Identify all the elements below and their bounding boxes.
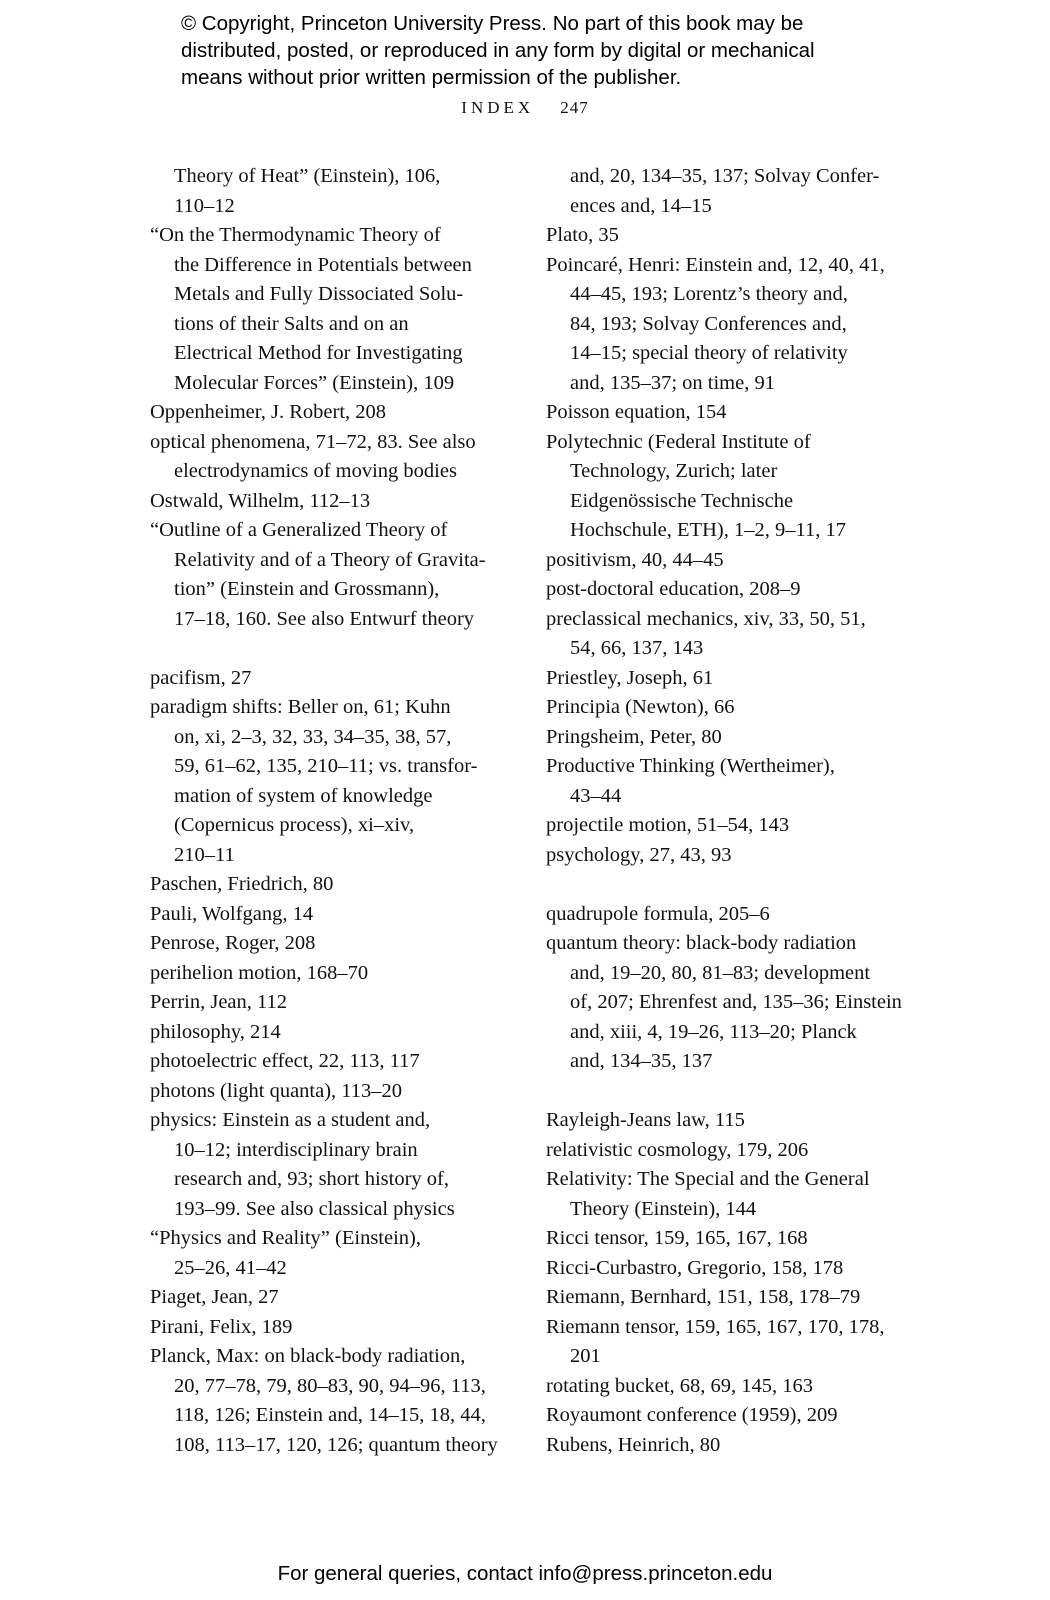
index-entry bbox=[150, 900, 522, 930]
entry-line: Hochschule, ETH), 1–2, 9–11, 17 bbox=[570, 519, 846, 541]
entry-line: Rubens, Heinrich, 80 bbox=[546, 1433, 721, 1456]
entry-line: 201 bbox=[570, 1345, 601, 1367]
entry-line: on, xi, 2–3, 32, 33, 34–35, 38, 57, bbox=[174, 725, 452, 748]
entry-line: mation of system of knowledge bbox=[174, 784, 433, 807]
index-entry bbox=[150, 398, 522, 428]
entry-line: tions of their Salts and on an bbox=[174, 312, 409, 335]
index-entry bbox=[150, 1224, 522, 1283]
entry-line: 210–11 bbox=[174, 843, 235, 866]
entry-line: 44–45, 193; Lorentz’s theory and, bbox=[570, 283, 848, 305]
letter-group-gap bbox=[546, 1077, 918, 1107]
entry-line: Relativity: The Special and the General bbox=[546, 1168, 870, 1190]
index-entry bbox=[150, 516, 522, 634]
entry-line: “Outline of a Generalized Theory of bbox=[150, 519, 448, 541]
entry-line: Perrin, Jean, 112 bbox=[150, 991, 288, 1013]
copyright-notice bbox=[181, 10, 941, 91]
page-number: 247 bbox=[560, 98, 589, 117]
entry-line: relativistic cosmology, 179, 206 bbox=[546, 1138, 809, 1161]
entry-line: projectile motion, 51–54, 143 bbox=[546, 814, 790, 836]
index-entry bbox=[546, 546, 918, 576]
entry-line: Plato, 35 bbox=[546, 224, 619, 246]
entry-line: quadrupole formula, 205–6 bbox=[546, 902, 770, 925]
entry-line: 17–18, 160. See also Entwurf theory bbox=[174, 607, 475, 630]
index-entry bbox=[546, 723, 918, 753]
entry-line: Relativity and of a Theory of Gravita- bbox=[174, 548, 486, 571]
index-entry bbox=[150, 1047, 522, 1077]
index-entry bbox=[546, 1224, 918, 1254]
entry-line: photoelectric effect, 22, 113, 117 bbox=[150, 1050, 420, 1072]
entry-line: and, 134–35, 137 bbox=[570, 1050, 713, 1072]
entry-line: 59, 61–62, 135, 210–11; vs. transfor- bbox=[174, 755, 478, 777]
index-entry bbox=[546, 1106, 918, 1136]
footer-contact: For general queries, contact info@press.princeton.edu bbox=[277, 1562, 773, 1585]
index-entry bbox=[546, 664, 918, 694]
index-entry bbox=[150, 487, 522, 517]
entry-line: Royaumont conference (1959), 209 bbox=[546, 1404, 838, 1426]
index-entry bbox=[546, 428, 918, 546]
index-entry-continued bbox=[546, 162, 918, 221]
entry-line: rotating bucket, 68, 69, 145, 163 bbox=[546, 1374, 814, 1397]
entry-line: Rayleigh-Jeans law, 115 bbox=[546, 1109, 745, 1131]
running-head bbox=[0, 98, 1050, 118]
index-column-left bbox=[150, 162, 522, 1460]
entry-line: Molecular Forces” (Einstein), 109 bbox=[174, 371, 455, 394]
copyright-line: distributed, posted, or reproduced in any form by digital or mechanical bbox=[181, 39, 815, 62]
entry-line: 193–99. See also classical physics bbox=[174, 1197, 455, 1220]
index-entry bbox=[546, 1372, 918, 1402]
entry-line: perihelion motion, 168–70 bbox=[150, 961, 369, 984]
entry-line: electrodynamics of moving bodies bbox=[174, 460, 457, 482]
entry-line: pacifism, 27 bbox=[150, 666, 252, 689]
index-entry bbox=[546, 398, 918, 428]
entry-line: Electrical Method for Investigating bbox=[174, 342, 463, 364]
entry-line: Eidgenössische Technische bbox=[570, 489, 794, 512]
entry-line: Polytechnic (Federal Institute of bbox=[546, 430, 811, 453]
index-entry bbox=[150, 1313, 522, 1343]
index-entry bbox=[546, 575, 918, 605]
entry-line: preclassical mechanics, xiv, 33, 50, 51, bbox=[546, 607, 866, 630]
entry-line: Paschen, Friedrich, 80 bbox=[150, 873, 334, 895]
index-entry bbox=[546, 752, 918, 811]
index-entry bbox=[150, 1283, 522, 1313]
entry-line: 10–12; interdisciplinary brain bbox=[174, 1138, 418, 1161]
entry-line: Planck, Max: on black-body radiation, bbox=[150, 1345, 466, 1367]
index-entry bbox=[546, 1401, 918, 1431]
entry-line: Metals and Fully Dissociated Solu- bbox=[174, 283, 464, 305]
index-entry bbox=[150, 988, 522, 1018]
index-entry bbox=[546, 251, 918, 399]
entry-line: Ricci tensor, 159, 165, 167, 168 bbox=[546, 1227, 808, 1249]
entry-line: research and, 93; short history of, bbox=[174, 1168, 449, 1190]
letter-group-gap bbox=[150, 634, 522, 664]
entry-line: 110–12 bbox=[174, 194, 235, 217]
entry-line: Theory (Einstein), 144 bbox=[570, 1197, 757, 1220]
index-entry bbox=[546, 693, 918, 723]
entry-line: paradigm shifts: Beller on, 61; Kuhn bbox=[150, 696, 451, 718]
entry-line: post-doctoral education, 208–9 bbox=[546, 578, 801, 600]
entry-line: “Physics and Reality” (Einstein), bbox=[150, 1227, 421, 1249]
entry-line: Pauli, Wolfgang, 14 bbox=[150, 902, 314, 925]
entry-line: of, 207; Ehrenfest and, 135–36; Einstein bbox=[570, 991, 902, 1013]
entry-line: 20, 77–78, 79, 80–83, 90, 94–96, 113, bbox=[174, 1374, 486, 1397]
entry-line: and, 135–37; on time, 91 bbox=[570, 371, 775, 394]
index-entry bbox=[546, 929, 918, 1077]
entry-line: optical phenomena, 71–72, 83. See also bbox=[150, 430, 476, 453]
index-entry bbox=[546, 1431, 918, 1461]
copyright-line: © Copyright, Princeton University Press. No part of this book may be bbox=[181, 12, 804, 35]
entry-line: tion” (Einstein and Grossmann), bbox=[174, 578, 440, 600]
index-entry bbox=[150, 959, 522, 989]
index-entry bbox=[546, 1283, 918, 1313]
index-entry bbox=[150, 693, 522, 870]
entry-line: philosophy, 214 bbox=[150, 1020, 281, 1043]
entry-line: 118, 126; Einstein and, 14–15, 18, 44, bbox=[174, 1404, 486, 1426]
index-entry bbox=[546, 1136, 918, 1166]
section-label: INDEX bbox=[461, 98, 535, 117]
entry-line: and, xiii, 4, 19–26, 113–20; Planck bbox=[570, 1020, 857, 1043]
entry-line: Riemann, Bernhard, 151, 158, 178–79 bbox=[546, 1286, 861, 1308]
index-entry bbox=[150, 428, 522, 487]
index-entry bbox=[150, 221, 522, 398]
entry-line: Priestley, Joseph, 61 bbox=[546, 666, 714, 689]
entry-line: Penrose, Roger, 208 bbox=[150, 932, 316, 954]
index-entry bbox=[546, 1254, 918, 1284]
entry-line: the Difference in Potentials between bbox=[174, 253, 472, 276]
entry-line: 84, 193; Solvay Conferences and, bbox=[570, 312, 847, 335]
entry-line: Ricci-Curbastro, Gregorio, 158, 178 bbox=[546, 1256, 844, 1279]
entry-line: ences and, 14–15 bbox=[570, 194, 712, 217]
index-entry bbox=[546, 605, 918, 664]
entry-line: 14–15; special theory of relativity bbox=[570, 342, 848, 364]
entry-line: quantum theory: black-body radiation bbox=[546, 932, 857, 954]
entry-line: 25–26, 41–42 bbox=[174, 1256, 287, 1279]
entry-line: and, 19–20, 80, 81–83; development bbox=[570, 961, 871, 984]
entry-line: psychology, 27, 43, 93 bbox=[546, 843, 732, 866]
entry-line: and, 20, 134–35, 137; Solvay Confer- bbox=[570, 165, 880, 187]
entry-line: Ostwald, Wilhelm, 112–13 bbox=[150, 489, 371, 512]
entry-line: Riemann tensor, 159, 165, 167, 170, 178, bbox=[546, 1315, 885, 1338]
index-entry bbox=[546, 811, 918, 841]
index-entry bbox=[150, 1106, 522, 1224]
entry-line: Poisson equation, 154 bbox=[546, 401, 727, 423]
entry-line: Pirani, Felix, 189 bbox=[150, 1315, 293, 1338]
entry-line: (Copernicus process), xi–xiv, bbox=[174, 814, 415, 836]
index-entry bbox=[150, 1342, 522, 1460]
copyright-line: means without prior written permission of the publisher. bbox=[181, 66, 682, 89]
index-entry bbox=[546, 1313, 918, 1372]
index-entry bbox=[150, 870, 522, 900]
entry-line: physics: Einstein as a student and, bbox=[150, 1109, 431, 1131]
entry-line: Poincaré, Henri: Einstein and, 12, 40, 41, bbox=[546, 253, 885, 276]
index-entry bbox=[150, 1018, 522, 1048]
index-entry bbox=[546, 221, 918, 251]
entry-line: Theory of Heat” (Einstein), 106, bbox=[174, 165, 441, 187]
index-entry bbox=[546, 900, 918, 930]
index-entry bbox=[546, 1165, 918, 1224]
index-entry bbox=[150, 1077, 522, 1107]
index-entry bbox=[150, 664, 522, 694]
index-entry bbox=[150, 929, 522, 959]
index-entry bbox=[546, 841, 918, 871]
entry-line: 108, 113–17, 120, 126; quantum theory bbox=[174, 1433, 498, 1456]
index-column-right bbox=[546, 162, 918, 1460]
entry-line: positivism, 40, 44–45 bbox=[546, 548, 724, 571]
entry-line: Pringsheim, Peter, 80 bbox=[546, 725, 722, 748]
entry-line: photons (light quanta), 113–20 bbox=[150, 1079, 403, 1102]
entry-line: Oppenheimer, J. Robert, 208 bbox=[150, 401, 387, 423]
entry-line: 54, 66, 137, 143 bbox=[570, 637, 704, 659]
entry-line: 43–44 bbox=[570, 784, 622, 807]
entry-line: Technology, Zurich; later bbox=[570, 460, 778, 482]
entry-line: Piaget, Jean, 27 bbox=[150, 1286, 279, 1308]
index-entry-continued bbox=[150, 162, 522, 221]
entry-line: Principia (Newton), 66 bbox=[546, 696, 735, 718]
entry-line: Productive Thinking (Wertheimer), bbox=[546, 755, 835, 777]
entry-line: “On the Thermodynamic Theory of bbox=[150, 224, 441, 246]
letter-group-gap bbox=[546, 870, 918, 900]
